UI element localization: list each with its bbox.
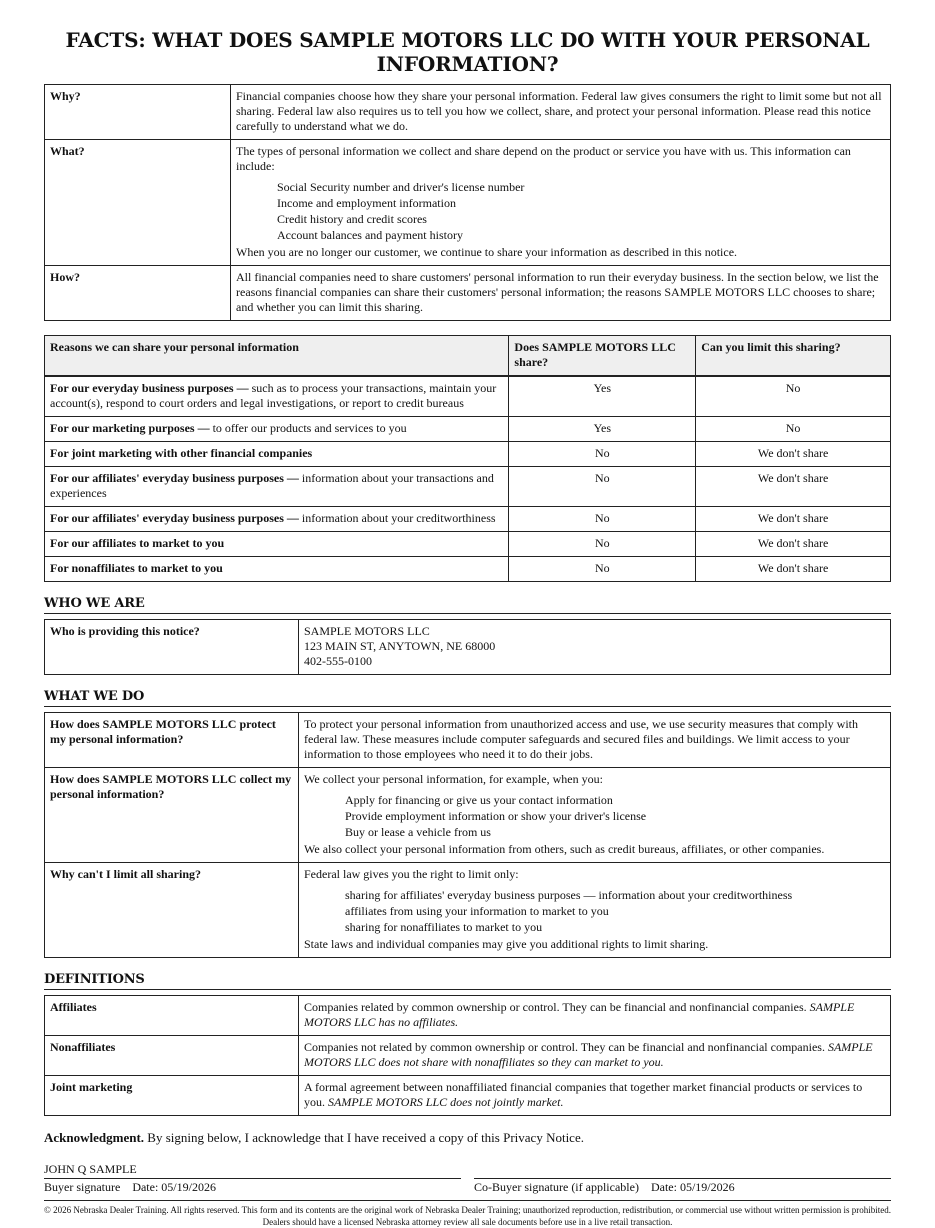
list-item: sharing for affiliates' everyday business purposes — information about your creditworthiness — [345, 888, 793, 902]
reason-cell — [45, 557, 509, 582]
provider-name: SAMPLE MOTORS LLC — [304, 624, 430, 638]
why-label: Why? — [45, 85, 231, 140]
table-row — [45, 467, 891, 507]
collect-outro: We also collect your personal information from others, such as credit bureaus, affiliates, or other companies. — [304, 842, 825, 856]
buyer-name: JOHN Q SAMPLE — [44, 1162, 137, 1176]
table-row — [45, 417, 891, 442]
table-row — [45, 768, 891, 863]
share-cell: Yes — [509, 417, 696, 442]
what-label: What? — [45, 140, 231, 266]
reason-cell — [45, 532, 509, 557]
table-row — [45, 507, 891, 532]
reason-bold: For joint marketing with other financial companies — [50, 446, 313, 460]
definitions-heading: DEFINITIONS — [44, 972, 891, 990]
how-text: All financial companies need to share customers' personal information to run their everyday business. In the section below, we list the reasons financial companies can share their customers' personal information; the reasons SAMPLE MOTORS LLC chooses to share; and whether you can limit this sharing. — [231, 266, 891, 321]
collect-label: How does SAMPLE MOTORS LLC collect my personal information? — [45, 768, 299, 863]
reason-bold: For our everyday business purposes — — [50, 381, 249, 395]
what-cell — [231, 140, 891, 266]
what-intro: The types of personal information we collect and share depend on the product or service you have with us. This information can include: — [236, 144, 851, 173]
can-limit-header: Can you limit this sharing? — [696, 336, 891, 377]
limit-cell: We don't share — [696, 507, 891, 532]
reason-cell — [45, 507, 509, 532]
acknowledgment — [44, 1130, 891, 1146]
share-cell: No — [509, 507, 696, 532]
table-row — [45, 996, 891, 1036]
list-item: affiliates from using your information to market to you — [345, 904, 609, 918]
table-row — [45, 532, 891, 557]
who-label: Who is providing this notice? — [45, 620, 299, 675]
list-item: Apply for financing or give us your contact information — [345, 793, 613, 807]
collect-cell — [299, 768, 891, 863]
reason-rest: to offer our products and services to you — [209, 421, 407, 435]
definition-note: SAMPLE MOTORS LLC has no affiliates. — [304, 1000, 855, 1029]
facts-table — [44, 84, 891, 321]
sharing-table — [44, 335, 891, 582]
provider-address: 123 MAIN ST, ANYTOWN, NE 68000 — [304, 639, 496, 653]
acknowledgment-label: Acknowledgment. — [44, 1130, 145, 1145]
limit-cell: We don't share — [696, 467, 891, 507]
footer-copyright: © 2026 Nebraska Dealer Training. All rights reserved. This form and its contents are the original work of Nebraska Dealer Training; unauthorized reproduction, redistribution, or commercial use without written permission is prohibited. Dealers should have a licensed Nebraska attorney review all sale documents before use in a live retail transaction. — [44, 1200, 891, 1228]
share-cell: No — [509, 442, 696, 467]
limit-cell: We don't share — [696, 557, 891, 582]
collect-list — [304, 792, 885, 840]
what-we-do-heading: WHAT WE DO — [44, 689, 891, 707]
table-row — [45, 1036, 891, 1076]
share-cell: No — [509, 467, 696, 507]
does-share-header: Does SAMPLE MOTORS LLC share? — [509, 336, 696, 377]
reason-cell — [45, 417, 509, 442]
why-row — [45, 85, 891, 140]
reason-bold: For our marketing purposes — — [50, 421, 210, 435]
reason-bold: For our affiliates' everyday business purposes — — [50, 511, 299, 525]
definition-cell — [299, 996, 891, 1036]
what-list — [236, 179, 885, 243]
limit-cell — [299, 863, 891, 958]
collect-intro: We collect your personal information, for example, when you: — [304, 772, 603, 786]
table-row — [45, 1076, 891, 1116]
list-item: sharing for nonaffiliates to market to you — [345, 920, 543, 934]
reason-rest: information about your transactions and experiences — [50, 471, 494, 500]
acknowledgment-text: By signing below, I acknowledge that I have received a copy of this Privacy Notice. — [144, 1130, 584, 1145]
share-cell: Yes — [509, 376, 696, 417]
provider-phone: 402-555-0100 — [304, 654, 372, 668]
provider-cell — [299, 620, 891, 675]
how-label: How? — [45, 266, 231, 321]
what-we-do-table — [44, 712, 891, 958]
limit-list — [304, 887, 885, 935]
table-row — [45, 376, 891, 417]
share-cell: No — [509, 557, 696, 582]
limit-cell: No — [696, 417, 891, 442]
list-item: Credit history and credit scores — [277, 212, 427, 226]
table-row — [45, 620, 891, 675]
definition-term: Affiliates — [45, 996, 299, 1036]
definition-text: Companies not related by common ownership or control. They can be financial and nonfinancial companies. — [304, 1040, 828, 1054]
definition-text: Companies related by common ownership or control. They can be financial and nonfinancial companies. — [304, 1000, 810, 1014]
limit-cell: We don't share — [696, 532, 891, 557]
buyer-signature-line[interactable] — [44, 1178, 461, 1195]
who-we-are-table — [44, 619, 891, 675]
share-cell: No — [509, 532, 696, 557]
definition-note: SAMPLE MOTORS LLC does not share with nonaffiliates so they can market to you. — [304, 1040, 873, 1069]
reasons-header: Reasons we can share your personal information — [45, 336, 509, 377]
cobuyer-date: Date: 05/19/2026 — [650, 1180, 735, 1194]
what-outro: When you are no longer our customer, we continue to share your information as described in this notice. — [236, 245, 738, 259]
limit-label: Why can't I limit all sharing? — [45, 863, 299, 958]
definition-cell — [299, 1036, 891, 1076]
definition-text: A formal agreement between nonaffiliated financial companies that together market financial products or services to you. — [304, 1080, 863, 1109]
table-row — [45, 557, 891, 582]
limit-intro: Federal law gives you the right to limit only: — [304, 867, 519, 881]
list-item: Income and employment information — [277, 196, 456, 210]
limit-cell: We don't share — [696, 442, 891, 467]
definition-note: SAMPLE MOTORS LLC does not jointly market. — [328, 1095, 564, 1109]
sharing-header-row — [45, 336, 891, 377]
page-title: FACTS: WHAT DOES SAMPLE MOTORS LLC DO WITH YOUR PERSONAL INFORMATION? — [65, 28, 870, 76]
table-row — [45, 863, 891, 958]
definition-cell — [299, 1076, 891, 1116]
what-row — [45, 140, 891, 266]
reason-cell — [45, 467, 509, 507]
limit-outro: State laws and individual companies may give you additional rights to limit sharing. — [304, 937, 709, 951]
definition-term: Nonaffiliates — [45, 1036, 299, 1076]
reason-rest: information about your creditworthiness — [298, 511, 496, 525]
table-row — [45, 713, 891, 768]
reason-bold: For our affiliates to market to you — [50, 536, 225, 550]
list-item: Social Security number and driver's license number — [277, 180, 525, 194]
definitions-table — [44, 995, 891, 1116]
definition-term: Joint marketing — [45, 1076, 299, 1116]
protect-label: How does SAMPLE MOTORS LLC protect my personal information? — [45, 713, 299, 768]
reason-cell — [45, 442, 509, 467]
who-we-are-heading: WHO WE ARE — [44, 596, 891, 614]
privacy-notice-page — [44, 28, 891, 1228]
list-item: Provide employment information or show your driver's license — [345, 809, 647, 823]
signature-row — [44, 1178, 891, 1195]
limit-cell: No — [696, 376, 891, 417]
cobuyer-signature-line[interactable] — [474, 1178, 891, 1195]
cobuyer-signature-label: Co-Buyer signature (if applicable) — [474, 1180, 639, 1194]
reason-rest: such as to process your transactions, maintain your account(s), respond to court orders and legal investigations, or report to credit bureaus — [50, 381, 497, 410]
buyer-signature-label: Buyer signature — [44, 1180, 121, 1194]
buyer-date: Date: 05/19/2026 — [132, 1180, 216, 1194]
how-row — [45, 266, 891, 321]
table-row — [45, 442, 891, 467]
list-item: Buy or lease a vehicle from us — [345, 825, 491, 839]
why-text: Financial companies choose how they share your personal information. Federal law gives consumers the right to limit some but not all sharing. Federal law also requires us to tell you how we collect, share, and protect your personal information. Please read this notice carefully to understand what we do. — [231, 85, 891, 140]
reason-bold: For our affiliates' everyday business purposes — — [50, 471, 299, 485]
protect-text: To protect your personal information from unauthorized access and use, we use security measures that comply with federal law. These measures include computer safeguards and secured files and buildings. We limit access to your information to those employees who need it to do their jobs. — [299, 713, 891, 768]
reason-bold: For nonaffiliates to market to you — [50, 561, 223, 575]
list-item: Account balances and payment history — [277, 228, 463, 242]
reason-cell — [45, 376, 509, 417]
